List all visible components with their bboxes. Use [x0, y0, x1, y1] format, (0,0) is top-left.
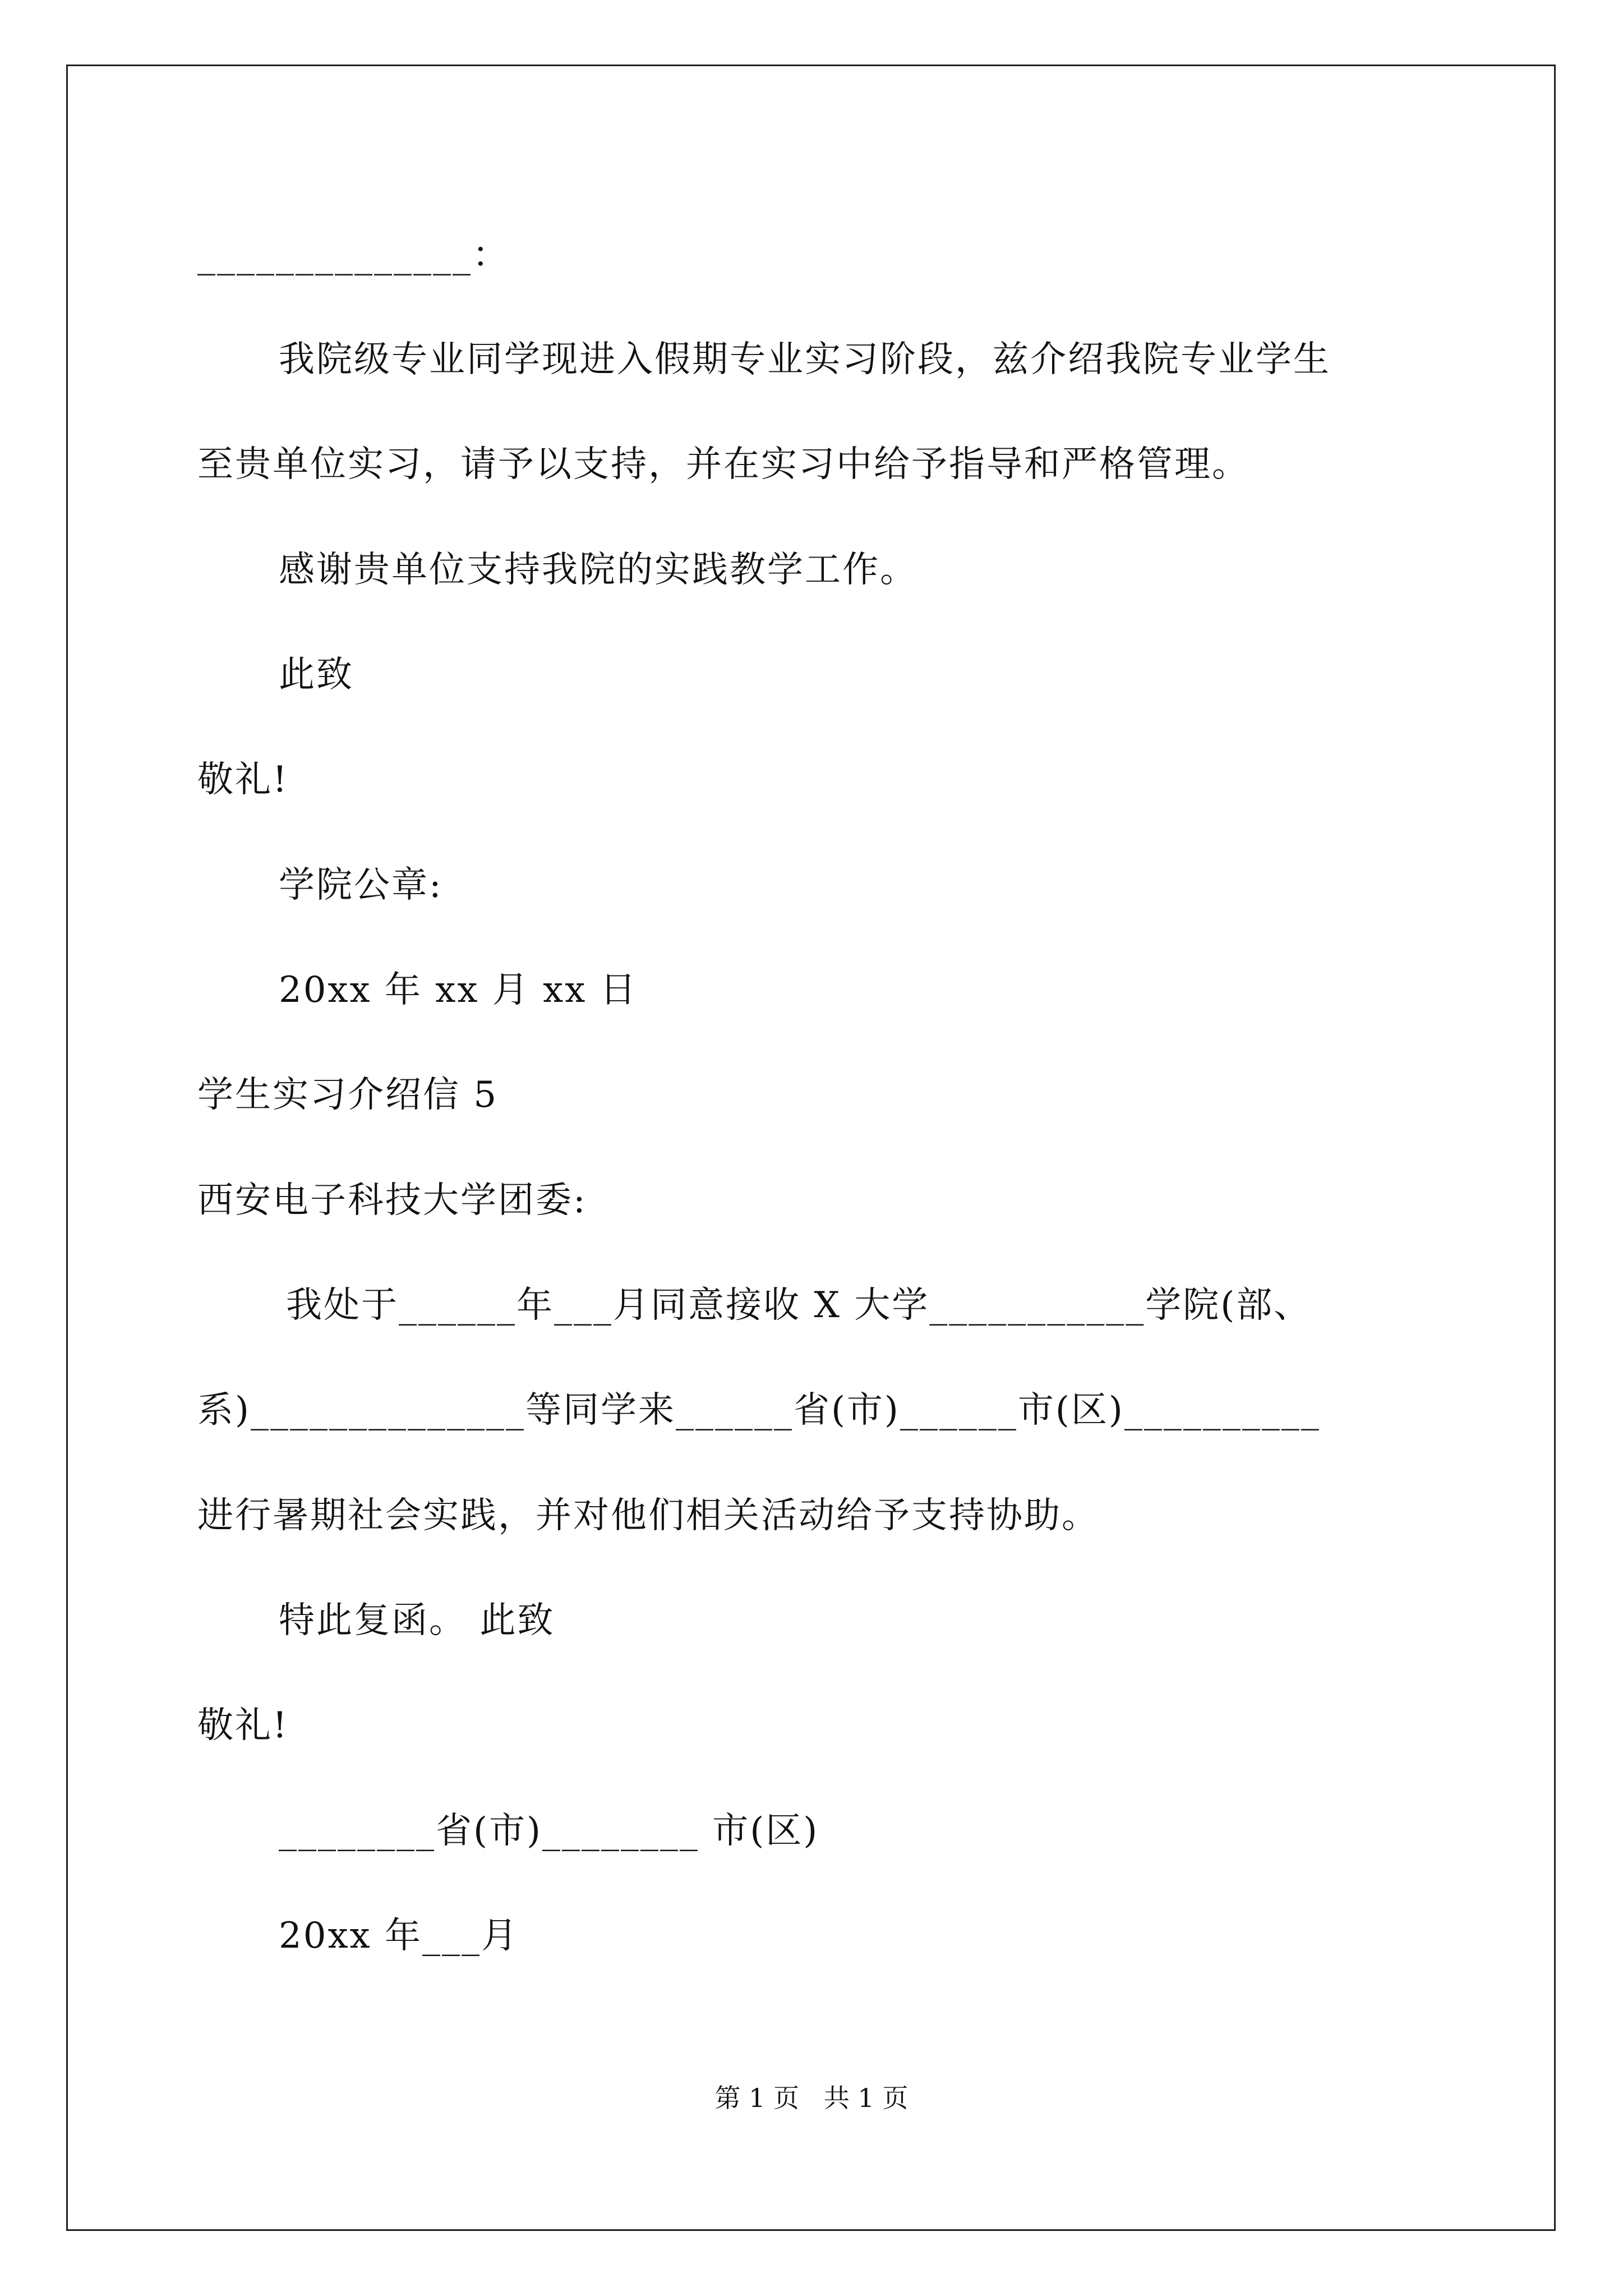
body-paragraph-line-1: 我院级专业同学现进入假期专业实习阶段，兹介绍我院专业学生: [279, 339, 1331, 380]
addressee-line: 西安电子科技大学团委:: [197, 1180, 587, 1221]
sender-location-line: ________省(市)________ 市(区): [279, 1810, 819, 1852]
section-heading: 学生实习介绍信 5: [197, 1074, 499, 1116]
college-seal-label: 学院公章:: [279, 864, 443, 906]
reply-paragraph-line-1: 我处于______年___月同意接收 X 大学___________学院(部、: [286, 1285, 1312, 1326]
reply-jingli: 敬礼!: [197, 1705, 289, 1746]
reply-closing-line: 特此复函。 此致: [279, 1600, 555, 1641]
date-line: 20xx 年 xx 月 xx 日: [279, 969, 638, 1011]
reply-date-line: 20xx 年___月: [279, 1915, 519, 1957]
thanks-paragraph: 感谢贵单位支持我院的实践教学工作。: [279, 549, 917, 591]
closing-jingli: 敬礼!: [197, 759, 289, 800]
closing-cizhi: 此致: [279, 654, 354, 696]
reply-paragraph-line-3: 进行暑期社会实践，并对他们相关活动给予支持协助。: [197, 1495, 1099, 1536]
reply-paragraph-line-2: 系)______________等同学来______省(市)______市(区)__________: [197, 1389, 1321, 1431]
recipient-blank-line: ______________：: [197, 234, 510, 276]
page-footer: 第 1 页 共 1 页: [714, 2083, 909, 2113]
body-paragraph-line-2: 至贵单位实习，请予以支持，并在实习中给予指导和严格管理。: [197, 444, 1249, 485]
page-border: [66, 65, 1556, 2231]
